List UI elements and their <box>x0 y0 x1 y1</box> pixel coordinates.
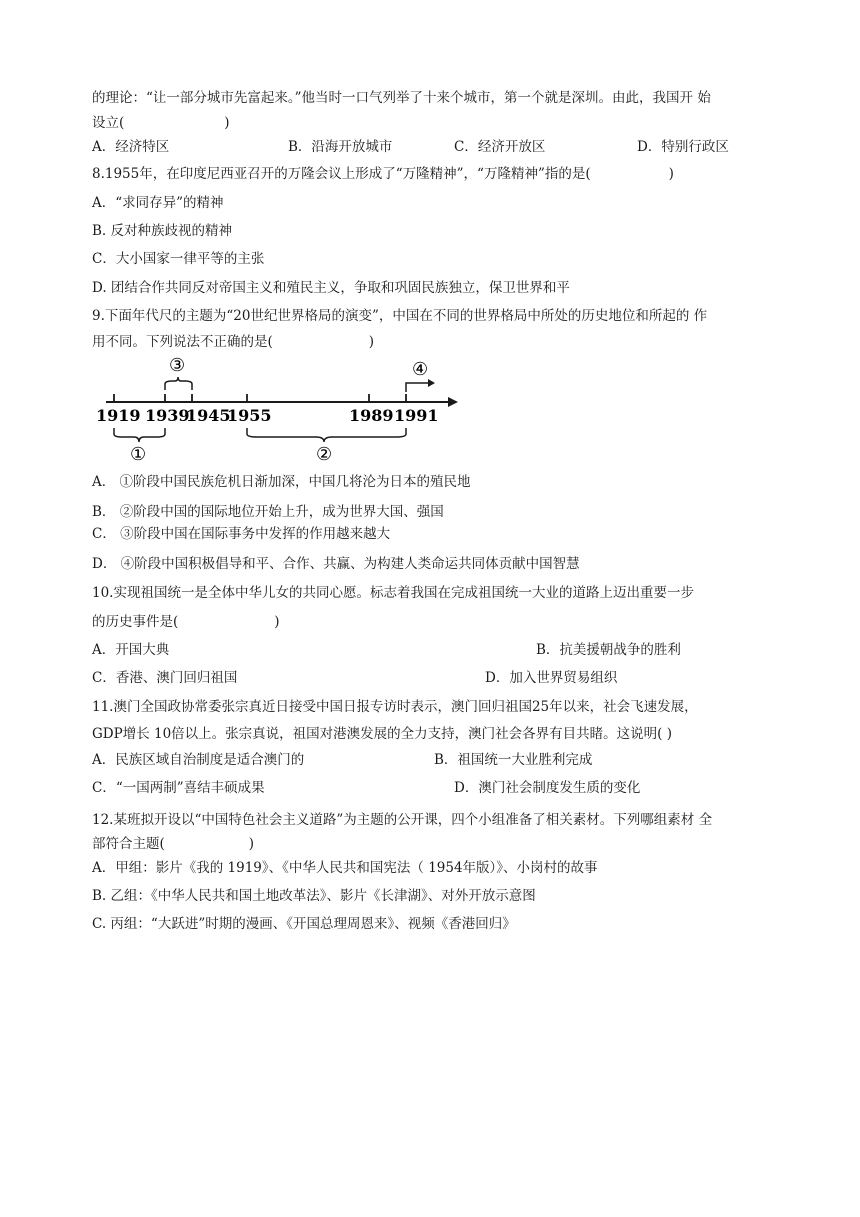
arrow-4-head <box>428 379 435 387</box>
q11-option-a: A．民族区域自治制度是适合澳门的 <box>92 752 305 768</box>
q9-stem-line1: 9.下面年代尺的主题为“20世纪世界格局的演变”，中国在不同的世界格局中所处的历史地位和所起的 作 <box>92 308 708 324</box>
q10-stem-text: 的历史事件是( <box>92 614 179 630</box>
q9-stem-text: 用不同。下列说法不正确的是( <box>92 334 273 350</box>
q7-stem-text: 设立( <box>92 115 125 131</box>
q12-option-b: B. 乙组：《中华人民共和国土地改革法》、影片《长津湖》、对外开放示意图 <box>92 888 536 904</box>
q11-stem-line1: 11.澳门全国政协常委张宗真近日接受中国日报专访时表示，澳门回归祖国25年以来，社会飞速发展， <box>92 699 698 715</box>
q8-option-a: A．“求同存异”的精神 <box>92 195 224 211</box>
q9-option-d: D． ④阶段中国积极倡导和平、合作、共赢、为构建人类命运共同体贡献中国智慧 <box>92 556 580 572</box>
timeline-diagram <box>92 352 472 464</box>
q10-stem-line2 <box>92 612 280 632</box>
q9-stem-line2 <box>92 332 374 352</box>
q10-paren-close: ) <box>274 614 280 630</box>
q8-option-c: C．大小国家一律平等的主张 <box>92 251 265 267</box>
brace-1 <box>114 428 165 442</box>
year-label-1939: 1939 <box>145 406 190 425</box>
q12-option-c: C. 丙组：“大跃进”时期的漫画、《开国总理周恩来》、视频《香港回归》 <box>92 916 516 932</box>
q9-option-a: A． ①阶段中国民族危机日渐加深，中国几将沦为日本的殖民地 <box>92 474 471 490</box>
arrow-4-line <box>406 383 428 392</box>
marker-1: ① <box>130 444 147 464</box>
q11-option-b: B．祖国统一大业胜利完成 <box>434 752 593 768</box>
year-label-1945: 1945 <box>186 406 231 425</box>
q8-stem-text: 8.1955年，在印度尼西亚召开的万隆会议上形成了“万隆精神”，“万隆精神”指的是( <box>92 166 591 182</box>
q12-stem-line1: 12.某班拟开设以“中国特色社会主义道路”为主题的公开课，四个小组准备了相关素材。下列哪组素材 全 <box>92 812 713 828</box>
q8-paren-close: ) <box>668 166 674 182</box>
q9-paren-close: ) <box>368 334 375 350</box>
q8-stem <box>92 164 674 184</box>
q11-stem-line2: GDP增长 10倍以上。张宗真说，祖国对港澳发展的全力支持，澳门社会各界有目共睹。这说明( ) <box>92 726 672 742</box>
q11-option-d: D．澳门社会制度发生质的变化 <box>454 780 641 796</box>
q10-option-d: D．加入世界贸易组织 <box>485 670 618 686</box>
brace-2 <box>247 428 406 442</box>
q10-option-b: B．抗美援朝战争的胜利 <box>536 642 681 658</box>
q12-stem-text: 部符合主题( <box>92 836 165 852</box>
q7-option-a: A．经济特区 <box>92 139 170 155</box>
q12-stem-line2 <box>92 834 254 854</box>
q7-stem-line2 <box>92 113 230 133</box>
q7-stem-line1: 的理论：“让一部分城市先富起来。”他当时一口气列举了十来个城市，第一个就是深圳。由此，我国开 始 <box>92 90 711 106</box>
q9-option-c: C． ③阶段中国在国际事务中发挥的作用越来越大 <box>92 526 391 542</box>
q7-option-b: B．沿海开放城市 <box>288 139 393 155</box>
q8-option-d: D. 团结合作共同反对帝国主义和殖民主义，争取和巩固民族独立，保卫世界和平 <box>92 280 570 296</box>
year-label-1955: 1955 <box>227 406 272 425</box>
q10-option-c: C．香港、澳门回归祖国 <box>92 670 238 686</box>
q10-stem-line1: 10.实现祖国统一是全体中华儿女的共同心愿。标志着我国在完成祖国统一大业的道路上迈出重要一步 <box>92 585 694 601</box>
q10-option-a: A．开国大典 <box>92 642 170 658</box>
marker-4: ④ <box>412 359 429 380</box>
q12-paren-close: ) <box>248 836 255 852</box>
year-label-1989: 1989 <box>349 406 394 425</box>
q11-option-c: C．“一国两制”喜结丰硕成果 <box>92 780 265 796</box>
marker-2: ② <box>316 444 333 464</box>
q7-option-c: C．经济开放区 <box>454 139 546 155</box>
q8-option-b: B. 反对种族歧视的精神 <box>92 223 233 239</box>
year-label-1919: 1919 <box>96 406 141 425</box>
q9-option-b: B． ②阶段中国的国际地位开始上升，成为世界大国、强国 <box>92 504 444 520</box>
q7-option-d: D．特别行政区 <box>637 139 729 155</box>
year-label-1991: 1991 <box>394 406 439 425</box>
brace-3 <box>165 377 192 390</box>
marker-3: ③ <box>169 355 186 376</box>
timeline-arrowhead <box>448 397 458 407</box>
q7-paren-close: ) <box>224 115 230 131</box>
q12-option-a: A．甲组：影片《我的 1919》、《中华人民共和国宪法（ 1954年版）》、小岗村的故事 <box>92 860 598 876</box>
